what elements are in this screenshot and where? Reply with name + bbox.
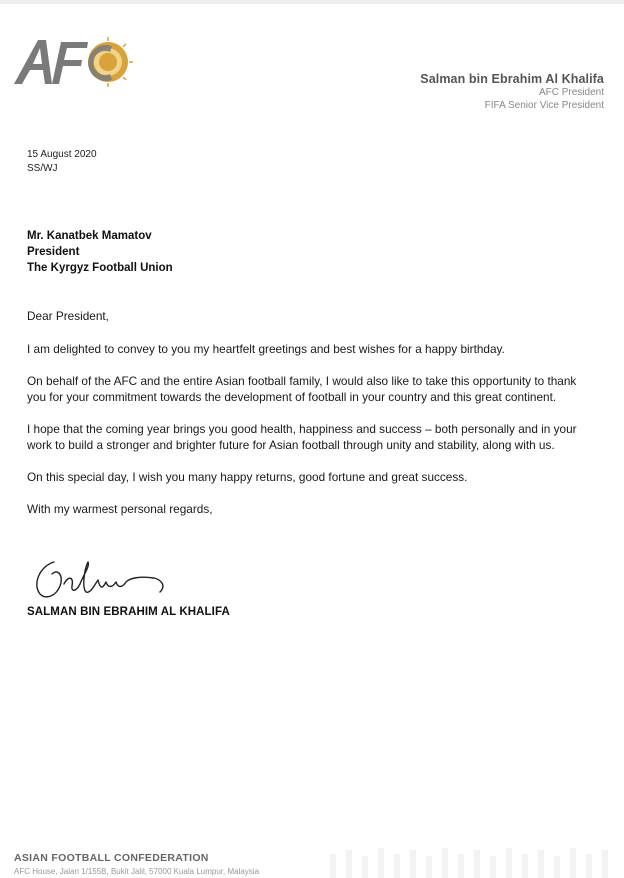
letter-body xyxy=(27,308,595,533)
footer-address: AFC House, Jalan 1/155B, Bukit Jalil, 57000 Kuala Lumpur, Malaysia xyxy=(14,867,260,876)
paragraph-4: On this special day, I wish you many happy returns, good fortune and great success. xyxy=(27,470,468,484)
handwritten-signature xyxy=(30,556,200,604)
top-bar xyxy=(0,0,624,4)
footer-organization: ASIAN FOOTBALL CONFEDERATION xyxy=(14,852,209,864)
recipient-name: Mr. Kanatbek Mamatov xyxy=(27,230,152,242)
sender-role-afc: AFC President xyxy=(538,87,604,98)
afc-logo xyxy=(12,36,136,88)
recipient-title: President xyxy=(27,246,80,258)
closing: With my warmest personal regards, xyxy=(27,502,213,516)
letter-reference: SS/WJ xyxy=(27,163,58,174)
recipient-organization: The Kyrgyz Football Union xyxy=(27,262,173,274)
paragraph-1: I am delighted to convey to you my heartfelt greetings and best wishes for a happy birthday. xyxy=(27,342,505,356)
sender-name: Salman bin Ebrahim Al Khalifa xyxy=(420,72,604,86)
paragraph-2: On behalf of the AFC and the entire Asian football family, I would also like to take this opportunity to thank you for your commitment towards the development of football in your country and this great continent. xyxy=(27,374,577,404)
letter-date: 15 August 2020 xyxy=(27,149,97,160)
sender-block xyxy=(420,72,604,112)
letter-meta xyxy=(27,148,97,176)
footer-watermark-pattern xyxy=(330,846,624,878)
sender-role-fifa: FIFA Senior Vice President xyxy=(484,100,604,111)
recipient-block xyxy=(27,228,173,276)
signer-name: SALMAN BIN EBRAHIM AL KHALIFA xyxy=(27,606,230,618)
salutation: Dear President, xyxy=(27,309,109,323)
paragraph-3: I hope that the coming year brings you good health, happiness and success – both personally and in your work to build a stronger and brighter future for Asian football through unity and stability, along with us. xyxy=(27,422,577,452)
